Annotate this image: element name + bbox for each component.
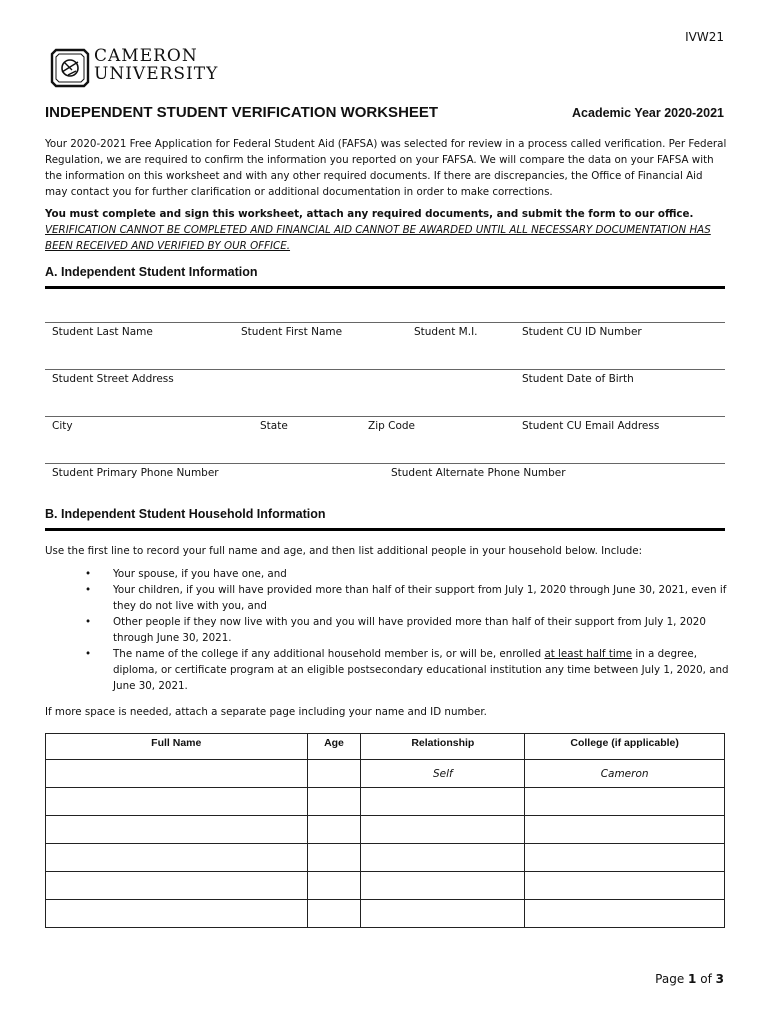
bullet-icon: • <box>85 584 92 596</box>
field-line-row2 <box>45 369 725 370</box>
household-instructions: Use the first line to record your full name and age, and then list additional people in your household below. Include: <box>45 545 643 557</box>
intro-paragraph: Your 2020-2021 Free Application for Federal Student Aid (FAFSA) was selected for review in a process called verification. Per Federal Regulation, we are required to confirm the information you reported on your FAFSA. We will compare the data on your FAFSA with the information on this worksheet and with any other required documents. If there are discrepancies, the Office of Financial Aid may contact you for further clarification or additional documentation in order to make corrections. <box>45 138 727 198</box>
verification-warning: VERIFICATION CANNOT BE COMPLETED AND FINANCIAL AID CANNOT BE AWARDED UNTIL ALL NECESSARY DOCUMENTATION HAS BEEN RECEIVED AND VERIFIED BY OUR OFFICE. <box>45 224 711 252</box>
bullet-icon: • <box>85 616 92 628</box>
bullet-icon: • <box>85 648 92 660</box>
age-cell[interactable] <box>307 788 361 816</box>
full-name-cell[interactable] <box>46 788 308 816</box>
section-b-heading <box>45 507 725 521</box>
form-code: IVW21 <box>685 30 724 44</box>
primary-phone-field[interactable]: Student Primary Phone Number <box>52 467 219 479</box>
household-table <box>45 733 725 928</box>
section-a-heading <box>45 265 725 279</box>
logo-line-2: UNIVERSITY <box>94 64 219 84</box>
list-item: • Your spouse, if you have one, and <box>85 568 287 580</box>
page-number: Page 1 of 3 <box>655 972 724 986</box>
student-last-name-field[interactable]: Student Last Name <box>52 326 153 338</box>
list-item: • Other people if they now live with you and you will have provided more than half of their support from July 1, 2020 through June 30, 2021. <box>85 616 706 644</box>
college-cell[interactable] <box>525 816 725 844</box>
college-cell[interactable]: Cameron <box>525 760 725 788</box>
academic-year: Academic Year 2020-2021 <box>572 106 724 120</box>
table-row <box>46 788 725 816</box>
relationship-cell[interactable] <box>361 872 525 900</box>
state-field[interactable]: State <box>260 420 288 432</box>
college-cell[interactable] <box>525 900 725 928</box>
full-name-cell[interactable] <box>46 872 308 900</box>
student-mi-field[interactable]: Student M.I. <box>414 326 478 338</box>
relationship-cell[interactable]: Self <box>361 760 525 788</box>
page-title: INDEPENDENT STUDENT VERIFICATION WORKSHEET <box>45 104 439 121</box>
age-cell[interactable] <box>307 900 361 928</box>
student-street-address-field[interactable]: Student Street Address <box>52 373 174 385</box>
list-item: • The name of the college if any additional household member is, or will be, enrolled at least half time in a degree, diploma, or certificate program at an eligible postsecondary educational institution any time between July 1, 2020, and June 30, 2021. <box>85 648 729 692</box>
university-seal-icon <box>50 48 90 88</box>
instructions-paragraph <box>45 206 727 254</box>
table-row <box>46 760 725 788</box>
age-cell[interactable] <box>307 872 361 900</box>
field-line-row4 <box>45 463 725 464</box>
section-a-title: A. Independent Student Information <box>45 265 258 279</box>
college-cell[interactable] <box>525 844 725 872</box>
header-relationship: Relationship <box>361 734 525 760</box>
college-cell[interactable] <box>525 788 725 816</box>
section-b-rule <box>45 528 725 531</box>
city-field[interactable]: City <box>52 420 73 432</box>
cameron-university-logo <box>50 46 230 90</box>
table-row <box>46 844 725 872</box>
household-criteria-list <box>85 566 730 694</box>
age-cell[interactable] <box>307 816 361 844</box>
zip-code-field[interactable]: Zip Code <box>368 420 415 432</box>
alternate-phone-field[interactable]: Student Alternate Phone Number <box>391 467 566 479</box>
header-age: Age <box>307 734 361 760</box>
relationship-cell[interactable] <box>361 844 525 872</box>
list-item: • Your children, if you will have provided more than half of their support from July 1, 2020 through June 30, 2021, even if they do not live with you, and <box>85 584 727 612</box>
header-college: College (if applicable) <box>525 734 725 760</box>
table-row <box>46 900 725 928</box>
relationship-cell[interactable] <box>361 900 525 928</box>
full-name-cell[interactable] <box>46 816 308 844</box>
table-header-row <box>46 734 725 760</box>
relationship-cell[interactable] <box>361 816 525 844</box>
logo-line-1: CAMERON <box>94 46 198 66</box>
student-cu-id-field[interactable]: Student CU ID Number <box>522 326 642 338</box>
full-name-cell[interactable] <box>46 760 308 788</box>
relationship-cell[interactable] <box>361 788 525 816</box>
table-row <box>46 816 725 844</box>
student-first-name-field[interactable]: Student First Name <box>241 326 343 338</box>
age-cell[interactable] <box>307 844 361 872</box>
section-b-title: B. Independent Student Household Information <box>45 507 326 521</box>
student-email-field[interactable]: Student CU Email Address <box>522 420 660 432</box>
section-a-rule <box>45 286 725 289</box>
header-full-name: Full Name <box>46 734 308 760</box>
table-row <box>46 872 725 900</box>
field-line-row3 <box>45 416 725 417</box>
more-space-note: If more space is needed, attach a separate page including your name and ID number. <box>45 706 487 718</box>
must-complete-text: You must complete and sign this worksheet, attach any required documents, and submit the form to our office. <box>45 208 694 220</box>
full-name-cell[interactable] <box>46 844 308 872</box>
field-line-row1 <box>45 322 725 323</box>
bullet-icon: • <box>85 568 92 580</box>
college-cell[interactable] <box>525 872 725 900</box>
age-cell[interactable] <box>307 760 361 788</box>
student-dob-field[interactable]: Student Date of Birth <box>522 373 634 385</box>
full-name-cell[interactable] <box>46 900 308 928</box>
